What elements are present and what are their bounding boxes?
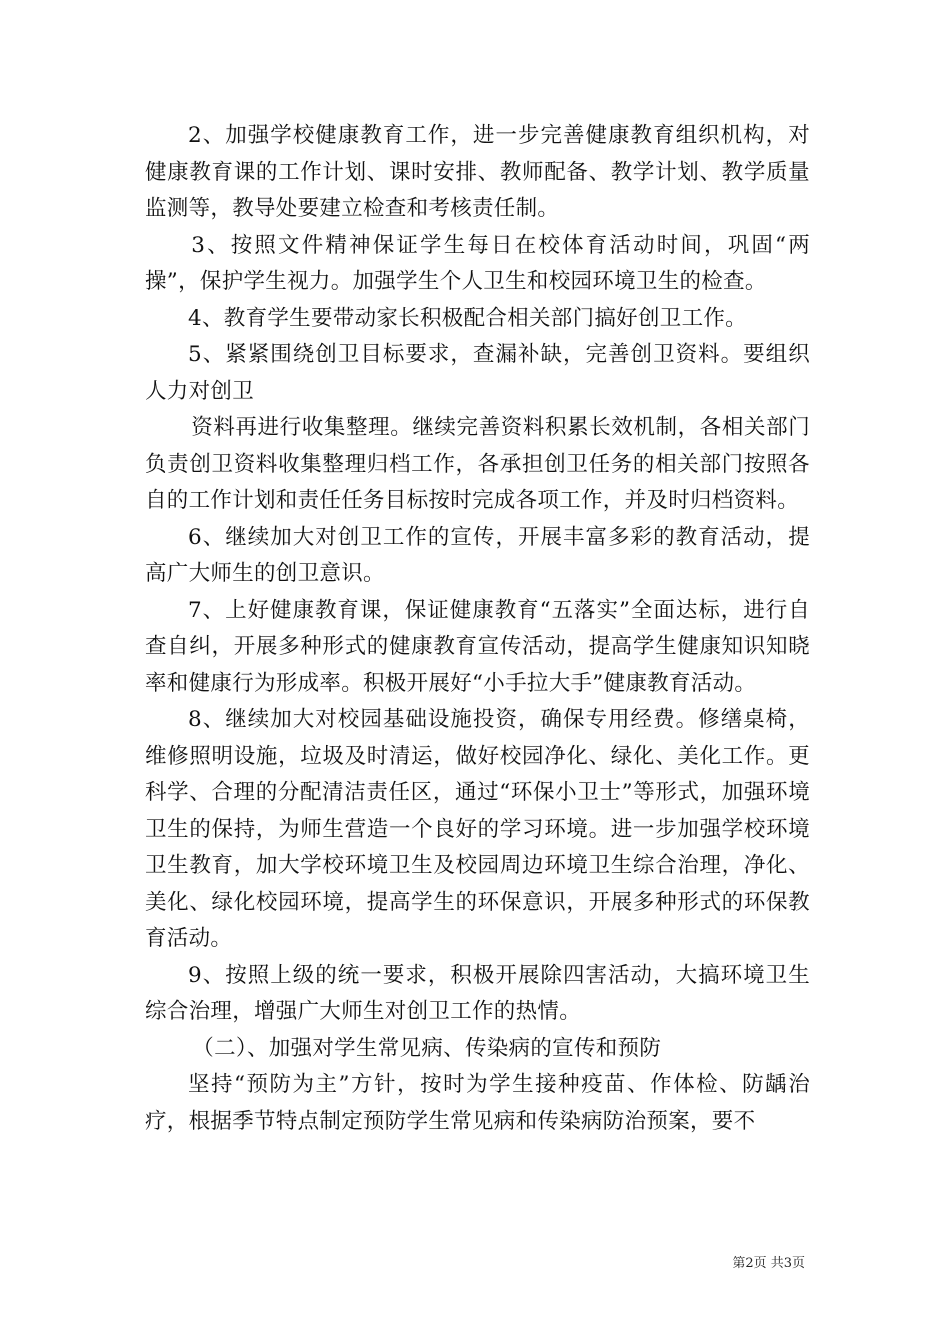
section-heading-2: （二）、加强对学生常见病、传染病的宣传和预防: [192, 1035, 662, 1061]
page-number: 第2页 共3页: [732, 1256, 805, 1271]
document-body: [145, 118, 810, 1140]
paragraph-item-5-continued: 资料再进行收集整理。继续完善资料积累长效机制，各相关部门负责创卫资料收集整理归档工作，各承担创卫任务的相关部门按照各自的工作计划和责任任务目标按时完成各项工作，并及时归档资料。: [145, 415, 810, 513]
paragraph-item-5: 5、紧紧围绕创卫目标要求，查漏补缺，完善创卫资料。要组织人力对创卫: [145, 342, 810, 404]
paragraph-item-3: 3、按照文件精神保证学生每日在校体育活动时间，巩固“两操”，保护学生视力。加强学生个人卫生和校园环境卫生的检查。: [145, 232, 810, 294]
paragraph-item-8: 8、继续加大对校园基础设施投资，确保专用经费。修缮桌椅，维修照明设施，垃圾及时清运，做好校园净化、绿化、美化工作。更科学、合理的分配清洁责任区，通过“环保小卫士”等形式，加强环境卫生的保持，为师生营造一个良好的学习环境。进一步加强学校环境卫生教育，加大学校环境卫生及校园周边环境卫生综合治理，净化、美化、绿化校园环境，提高学生的环保意识，开展多种形式的环保教育活动。: [145, 707, 810, 951]
paragraph-item-7: 7、上好健康教育课，保证健康教育“五落实”全面达标，进行自查自纠，开展多种形式的健康教育宣传活动，提高学生健康知识知晓率和健康行为形成率。积极开展好“小手拉大手”健康教育活动。: [145, 597, 810, 696]
paragraph-item-9: 9、按照上级的统一要求，积极开展除四害活动，大搞环境卫生综合治理，增强广大师生对创卫工作的热情。: [145, 962, 810, 1024]
paragraph-item-6: 6、继续加大对创卫工作的宣传，开展丰富多彩的教育活动，提高广大师生的创卫意识。: [145, 524, 810, 586]
paragraph-item-4: 4、教育学生要带动家长积极配合相关部门搞好创卫工作。: [188, 305, 747, 331]
paragraph-prevention: 坚持“预防为主”方针，按时为学生接种疫苗、作体检、防龋治疗，根据季节特点制定预防学生常见病和传染病防治预案，要不: [145, 1072, 810, 1134]
paragraph-item-2: 2、加强学校健康教育工作，进一步完善健康教育组织机构，对健康教育课的工作计划、课时安排、教师配备、教学计划、教学质量监测等，教导处要建立检查和考核责任制。: [145, 123, 810, 221]
